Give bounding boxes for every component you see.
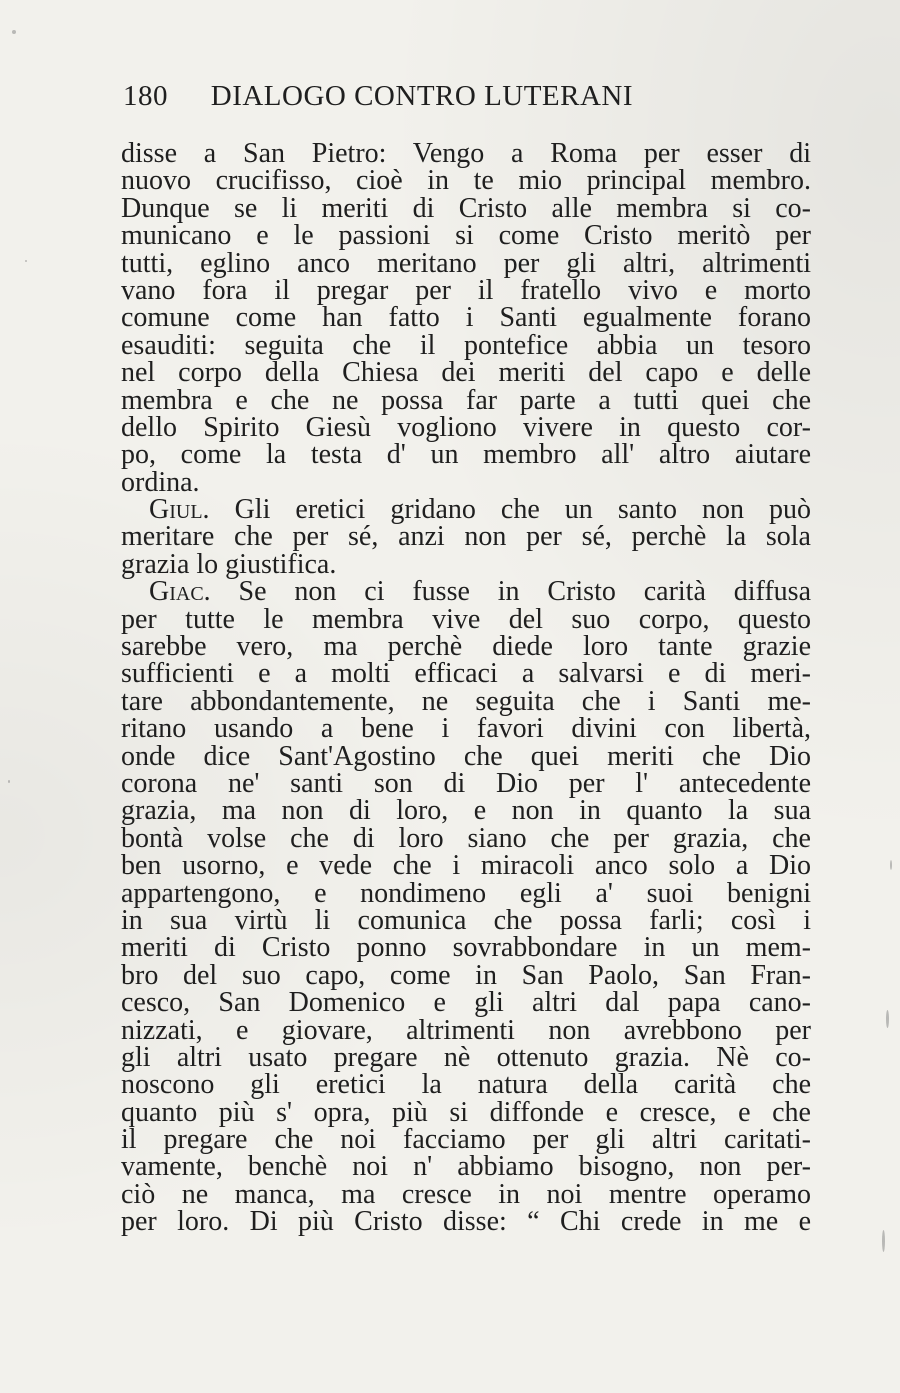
text-line: nel corpo della Chiesa dei meriti del capo e delle xyxy=(121,357,811,389)
text-line: esauditi: seguita che il pontefice abbia un tesoro xyxy=(121,329,811,361)
text-line: tare abbondantemente, ne seguita che i Santi me- xyxy=(121,685,811,717)
text-line: meriti di Cristo ponno sovrabbondare in un mem- xyxy=(121,932,811,964)
text-line: il pregare che noi facciamo per gli altri caritati- xyxy=(121,1124,811,1156)
text-line: membra e che ne possa far parte a tutti quei che xyxy=(121,384,811,416)
scan-speck xyxy=(12,30,16,34)
text-line: per tutte le membra vive del suo corpo, questo xyxy=(121,603,811,635)
body-text xyxy=(121,140,811,1236)
scan-speck xyxy=(890,860,892,870)
speaker-line xyxy=(121,494,811,526)
text-line: ritano usando a bene i favori divini con libertà, xyxy=(121,713,811,745)
scan-speck xyxy=(882,1230,885,1252)
text-line: bro del suo capo, come in San Paolo, San Fran- xyxy=(121,959,811,991)
text-line: nuovo crucifisso, cioè in te mio principal membro. xyxy=(121,165,811,197)
text-line: disse a San Pietro: Vengo a Roma per esser di xyxy=(121,138,811,169)
text-line: vano fora il pregar per il fratello vivo e morto xyxy=(121,274,811,306)
text-line: per loro. Di più Cristo disse: “ Chi crede in me e xyxy=(121,1206,811,1238)
text-line: sufficienti e a molti efficaci a salvarsi e di meri- xyxy=(121,658,811,690)
text-line: tutti, eglino anco meritano per gli altri, altrimenti xyxy=(121,247,811,279)
text-line: Dunque se li meriti di Cristo alle membra si co- xyxy=(121,192,811,224)
speaker-line xyxy=(121,576,812,608)
text-line: noscono gli eretici la natura della carità che xyxy=(121,1069,811,1101)
speaker-name: Giac. xyxy=(149,576,211,608)
text-line: corona ne' santi son di Dio per l' antecedente xyxy=(121,767,811,799)
text-line: nizzati, e giovare, altrimenti non avrebbono per xyxy=(121,1014,811,1046)
scan-speck xyxy=(25,260,27,262)
text-line: po, come la testa d' un membro all' altro aiutare xyxy=(121,439,811,471)
text-line: ciò ne manca, ma cresce in noi mentre operamo xyxy=(121,1178,811,1210)
speaker-text: Gli eretici gridano che un santo non può xyxy=(234,494,811,526)
text-line: comune come han fatto i Santi egualmente forano xyxy=(121,302,811,334)
text-line: cesco, San Domenico e gli altri dal papa cano- xyxy=(121,987,811,1019)
text-line: grazia, ma non di loro, e non in quanto la sua xyxy=(121,795,811,827)
scan-speck xyxy=(886,1010,889,1028)
running-title: DIALOGO CONTRO LUTERANI xyxy=(210,80,634,112)
speaker-name: Giul. xyxy=(149,494,210,526)
page-header xyxy=(123,80,773,122)
page-number: 180 xyxy=(123,80,168,112)
text-line: meritare che per sé, anzi non per sé, perchè la sola xyxy=(121,521,811,553)
speaker-text: Se non ci fusse in Cristo carità diffusa xyxy=(238,576,812,608)
scan-speck xyxy=(8,780,10,783)
text-line: appartengono, e nondimeno egli a' suoi benigni xyxy=(121,877,811,909)
text-line: sarebbe vero, ma perchè diede loro tante grazie xyxy=(121,631,811,663)
text-line: onde dice Sant'Agostino che quei meriti che Dio xyxy=(121,740,811,772)
text-line: grazia lo giustifica. xyxy=(121,548,337,580)
text-line: municano e le passioni si come Cristo meritò per xyxy=(121,220,811,252)
text-line: ordina. xyxy=(121,466,200,498)
text-line: gli altri usato pregare nè ottenuto grazia. Nè co- xyxy=(121,1041,811,1073)
text-line: ben usorno, e vede che i miracoli anco solo a Dio xyxy=(121,850,811,882)
text-line: dello Spirito Giesù vogliono vivere in questo cor- xyxy=(121,411,811,443)
text-line: vamente, benchè noi n' abbiamo bisogno, non per- xyxy=(121,1151,811,1183)
text-line: quanto più s' opra, più si diffonde e cresce, e che xyxy=(121,1096,811,1128)
text-line: bontà volse che di loro siano che per grazia, che xyxy=(121,822,811,854)
text-line: in sua virtù li comunica che possa farli; così i xyxy=(121,904,811,936)
